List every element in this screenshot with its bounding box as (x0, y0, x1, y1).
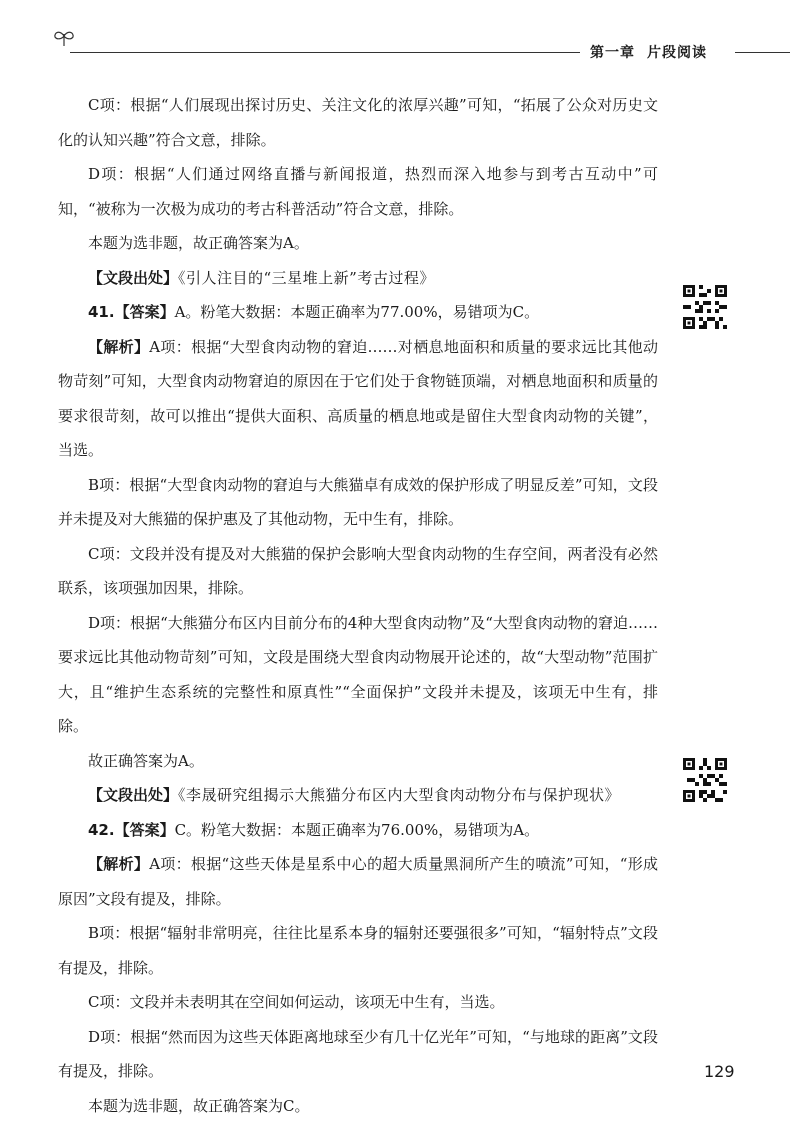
answer-label: 41.【答案】 (88, 303, 175, 321)
paragraph-text: B项：根据“辐射非常明亮，往往比星系本身的辐射还要强很多”可知，“辐射特点”文段有提及，排除。 (58, 924, 658, 977)
paragraph (58, 985, 658, 1020)
paragraph (58, 468, 658, 537)
qr-code-icon[interactable] (683, 758, 727, 802)
source-label: 【文段出处】 (88, 268, 179, 287)
chapter-label: 第一章 (590, 45, 635, 61)
answer-paragraph (58, 813, 658, 848)
paragraph-text: 故正确答案为A。 (88, 751, 204, 770)
paragraph-text: C项：文段并没有提及对大熊猫的保护会影响大型食肉动物的生存空间，两者没有必然联系，该项强加因果，排除。 (58, 544, 658, 597)
paragraph (58, 1089, 658, 1124)
source-title: 《李晟研究组揭示大熊猫分布区内大型食肉动物分布与保护现状》 (178, 786, 621, 804)
page-number: 129 (704, 1062, 735, 1081)
paragraph (58, 916, 658, 985)
paragraph-text: 本题为选非题，故正确答案为C。 (88, 1096, 310, 1115)
analysis-paragraph (58, 847, 658, 916)
answer-label: 42.【答案】 (88, 820, 175, 839)
analysis-text: A项：根据“这些天体是星系中心的超大质量黑洞所产生的喷流”可知，“形成原因”文段有提及，排除。 (58, 855, 658, 908)
page-header (0, 0, 800, 70)
qr-code-icon[interactable] (683, 285, 727, 329)
analysis-label: 【解析】 (88, 337, 150, 356)
answer-paragraph (58, 295, 658, 330)
paragraph-text: D项：根据“大熊猫分布区内目前分布的4种大型食肉动物”及“大型食肉动物的窘迫……要求远比其他动物苛刻”可知，文段是围绕大型食肉动物展开论述的，故“大型动物”范围扩大，且“维护生态系统的完整性和原真性”“全面保护”文段并未提及，该项无中生有，排除。 (58, 613, 658, 735)
analysis-paragraph (58, 330, 658, 468)
header-rule (70, 52, 580, 53)
source-paragraph (58, 778, 658, 813)
paragraph-text: C项：根据“人们展现出探讨历史、关注文化的浓厚兴趣”可知，“拓展了公众对历史文化的认知兴趣”符合文意，排除。 (58, 96, 658, 149)
header-rule-right (735, 52, 790, 53)
paragraph (58, 88, 658, 157)
paragraph-text: 本题为选非题，故正确答案为A。 (88, 234, 309, 252)
source-paragraph (58, 261, 658, 296)
paragraph (58, 1020, 658, 1089)
paragraph-text: D项：根据“然而因为这些天体距离地球至少有几十亿光年”可知，“与地球的距离”文段有提及，排除。 (58, 1027, 658, 1080)
source-title: 《引人注目的“三星堆上新”考古过程》 (178, 268, 435, 287)
leaf-ornament-icon (52, 28, 76, 52)
paragraph (58, 537, 658, 606)
section-label: 片段阅读 (647, 45, 707, 61)
paragraph (58, 744, 658, 779)
paragraph (58, 606, 658, 744)
paragraph-text: C项：文段并未表明其在空间如何运动，该项无中生有，当选。 (88, 993, 505, 1011)
paragraph (58, 157, 658, 226)
answer-text: C。粉笔大数据：本题正确率为76.00%，易错项为A。 (174, 820, 540, 839)
paragraph (58, 226, 658, 261)
page-body (58, 88, 658, 1123)
paragraph-text: D项：根据“人们通过网络直播与新闻报道，热烈而深入地参与到考古互动中”可知，“被称为一次极为成功的考古科普活动”符合文意，排除。 (58, 165, 658, 218)
analysis-label: 【解析】 (88, 855, 150, 873)
chapter-title (590, 42, 707, 62)
answer-text: A。粉笔大数据：本题正确率为77.00%，易错项为C。 (174, 303, 540, 321)
source-label: 【文段出处】 (88, 786, 179, 804)
paragraph-text: B项：根据“大型食肉动物的窘迫与大熊猫卓有成效的保护形成了明显反差”可知，文段并未提及对大熊猫的保护惠及了其他动物，无中生有，排除。 (58, 475, 658, 528)
analysis-text: A项：根据“大型食肉动物的窘迫……对栖息地面积和质量的要求远比其他动物苛刻”可知，大型食肉动物窘迫的原因在于它们处于食物链顶端，对栖息地面积和质量的要求很苛刻，故可以推出“提供大面积、高质量的栖息地或是留住大型食肉动物的关键”，当选。 (58, 337, 658, 459)
